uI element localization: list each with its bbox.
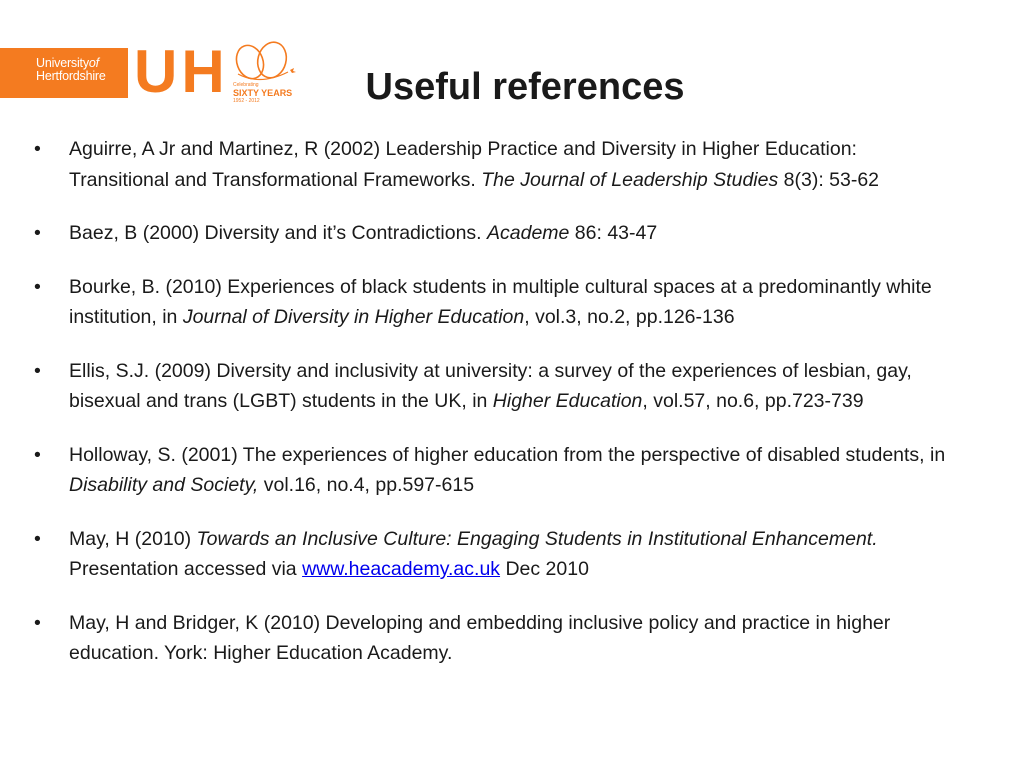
reference-text: May, H (2010): [69, 527, 197, 550]
reference-date: Dec 2010: [500, 558, 589, 580]
logo-line1: University: [36, 56, 89, 70]
reference-text: Holloway, S. (2001) The experiences of higher education from the perspective of disabled students, in: [69, 443, 946, 466]
reference-details: vol.16, no.4, pp.597-615: [258, 474, 475, 496]
logo-monogram: UH: [134, 38, 229, 105]
bullet: •: [34, 611, 41, 634]
bullet: •: [34, 527, 41, 550]
reference-text: May, H and Bridger, K (2010) Developing and embedding inclusive policy and practice in higher education. York: Higher Education Academy.: [69, 611, 891, 664]
reference-details: Presentation accessed via: [69, 558, 303, 580]
reference-item: [34, 218, 959, 249]
reference-text: Aguirre, A Jr and Martinez, R (2002) Leadership Practice and Diversity in Higher Education: Transitional and Transformational Frameworks.: [69, 138, 857, 191]
reference-details: 86: 43-47: [569, 222, 658, 244]
anniversary-big: SIXTY YEARS: [233, 88, 293, 98]
bullet: •: [34, 359, 41, 382]
slide-title: Useful references: [365, 66, 685, 108]
reference-details: , vol.3, no.2, pp.126-136: [524, 306, 735, 328]
bullet: •: [34, 275, 41, 298]
reference-source: The Journal of Leadership Studies: [481, 168, 779, 191]
bullet: •: [34, 222, 41, 244]
reference-source: Higher Education: [492, 390, 643, 412]
bullet: •: [34, 138, 41, 160]
reference-item: [34, 356, 959, 417]
anniversary-small: Celebrating: [233, 82, 259, 88]
heacademy-link[interactable]: www.heacademy.ac.uk: [302, 558, 501, 580]
reference-source: Journal of Diversity in Higher Education: [182, 306, 525, 328]
reference-item: [34, 134, 959, 195]
reference-source: Disability and Society,: [69, 474, 259, 496]
logo-line1-italic: of: [88, 56, 99, 70]
reference-item: [34, 272, 959, 333]
reference-details: 8(3): 53-62: [778, 168, 880, 191]
reference-item: [34, 440, 959, 501]
reference-list: [34, 134, 959, 692]
anniversary-dates: 1952 - 2012: [233, 98, 260, 104]
reference-details: , vol.57, no.6, pp.723-739: [642, 390, 864, 412]
reference-item: [34, 608, 959, 669]
logo-line2: Hertfordshire: [36, 69, 106, 83]
reference-source: Academe: [487, 222, 570, 244]
reference-source: Towards an Inclusive Culture: Engaging Students in Institutional Enhancement.: [196, 527, 878, 550]
reference-item: [34, 524, 959, 585]
reference-text: Baez, B (2000) Diversity and it’s Contradictions.: [69, 222, 487, 244]
reference-text: Ellis, S.J. (2009) Diversity and inclusivity at university: a survey of the experiences of lesbian, gay, bisexual and trans (LGBT) students in the UK, in: [69, 359, 912, 412]
bullet: •: [34, 443, 41, 466]
reference-text: Bourke, B. (2010) Experiences of black students in multiple cultural spaces at a predominantly white institution, in: [69, 275, 932, 328]
